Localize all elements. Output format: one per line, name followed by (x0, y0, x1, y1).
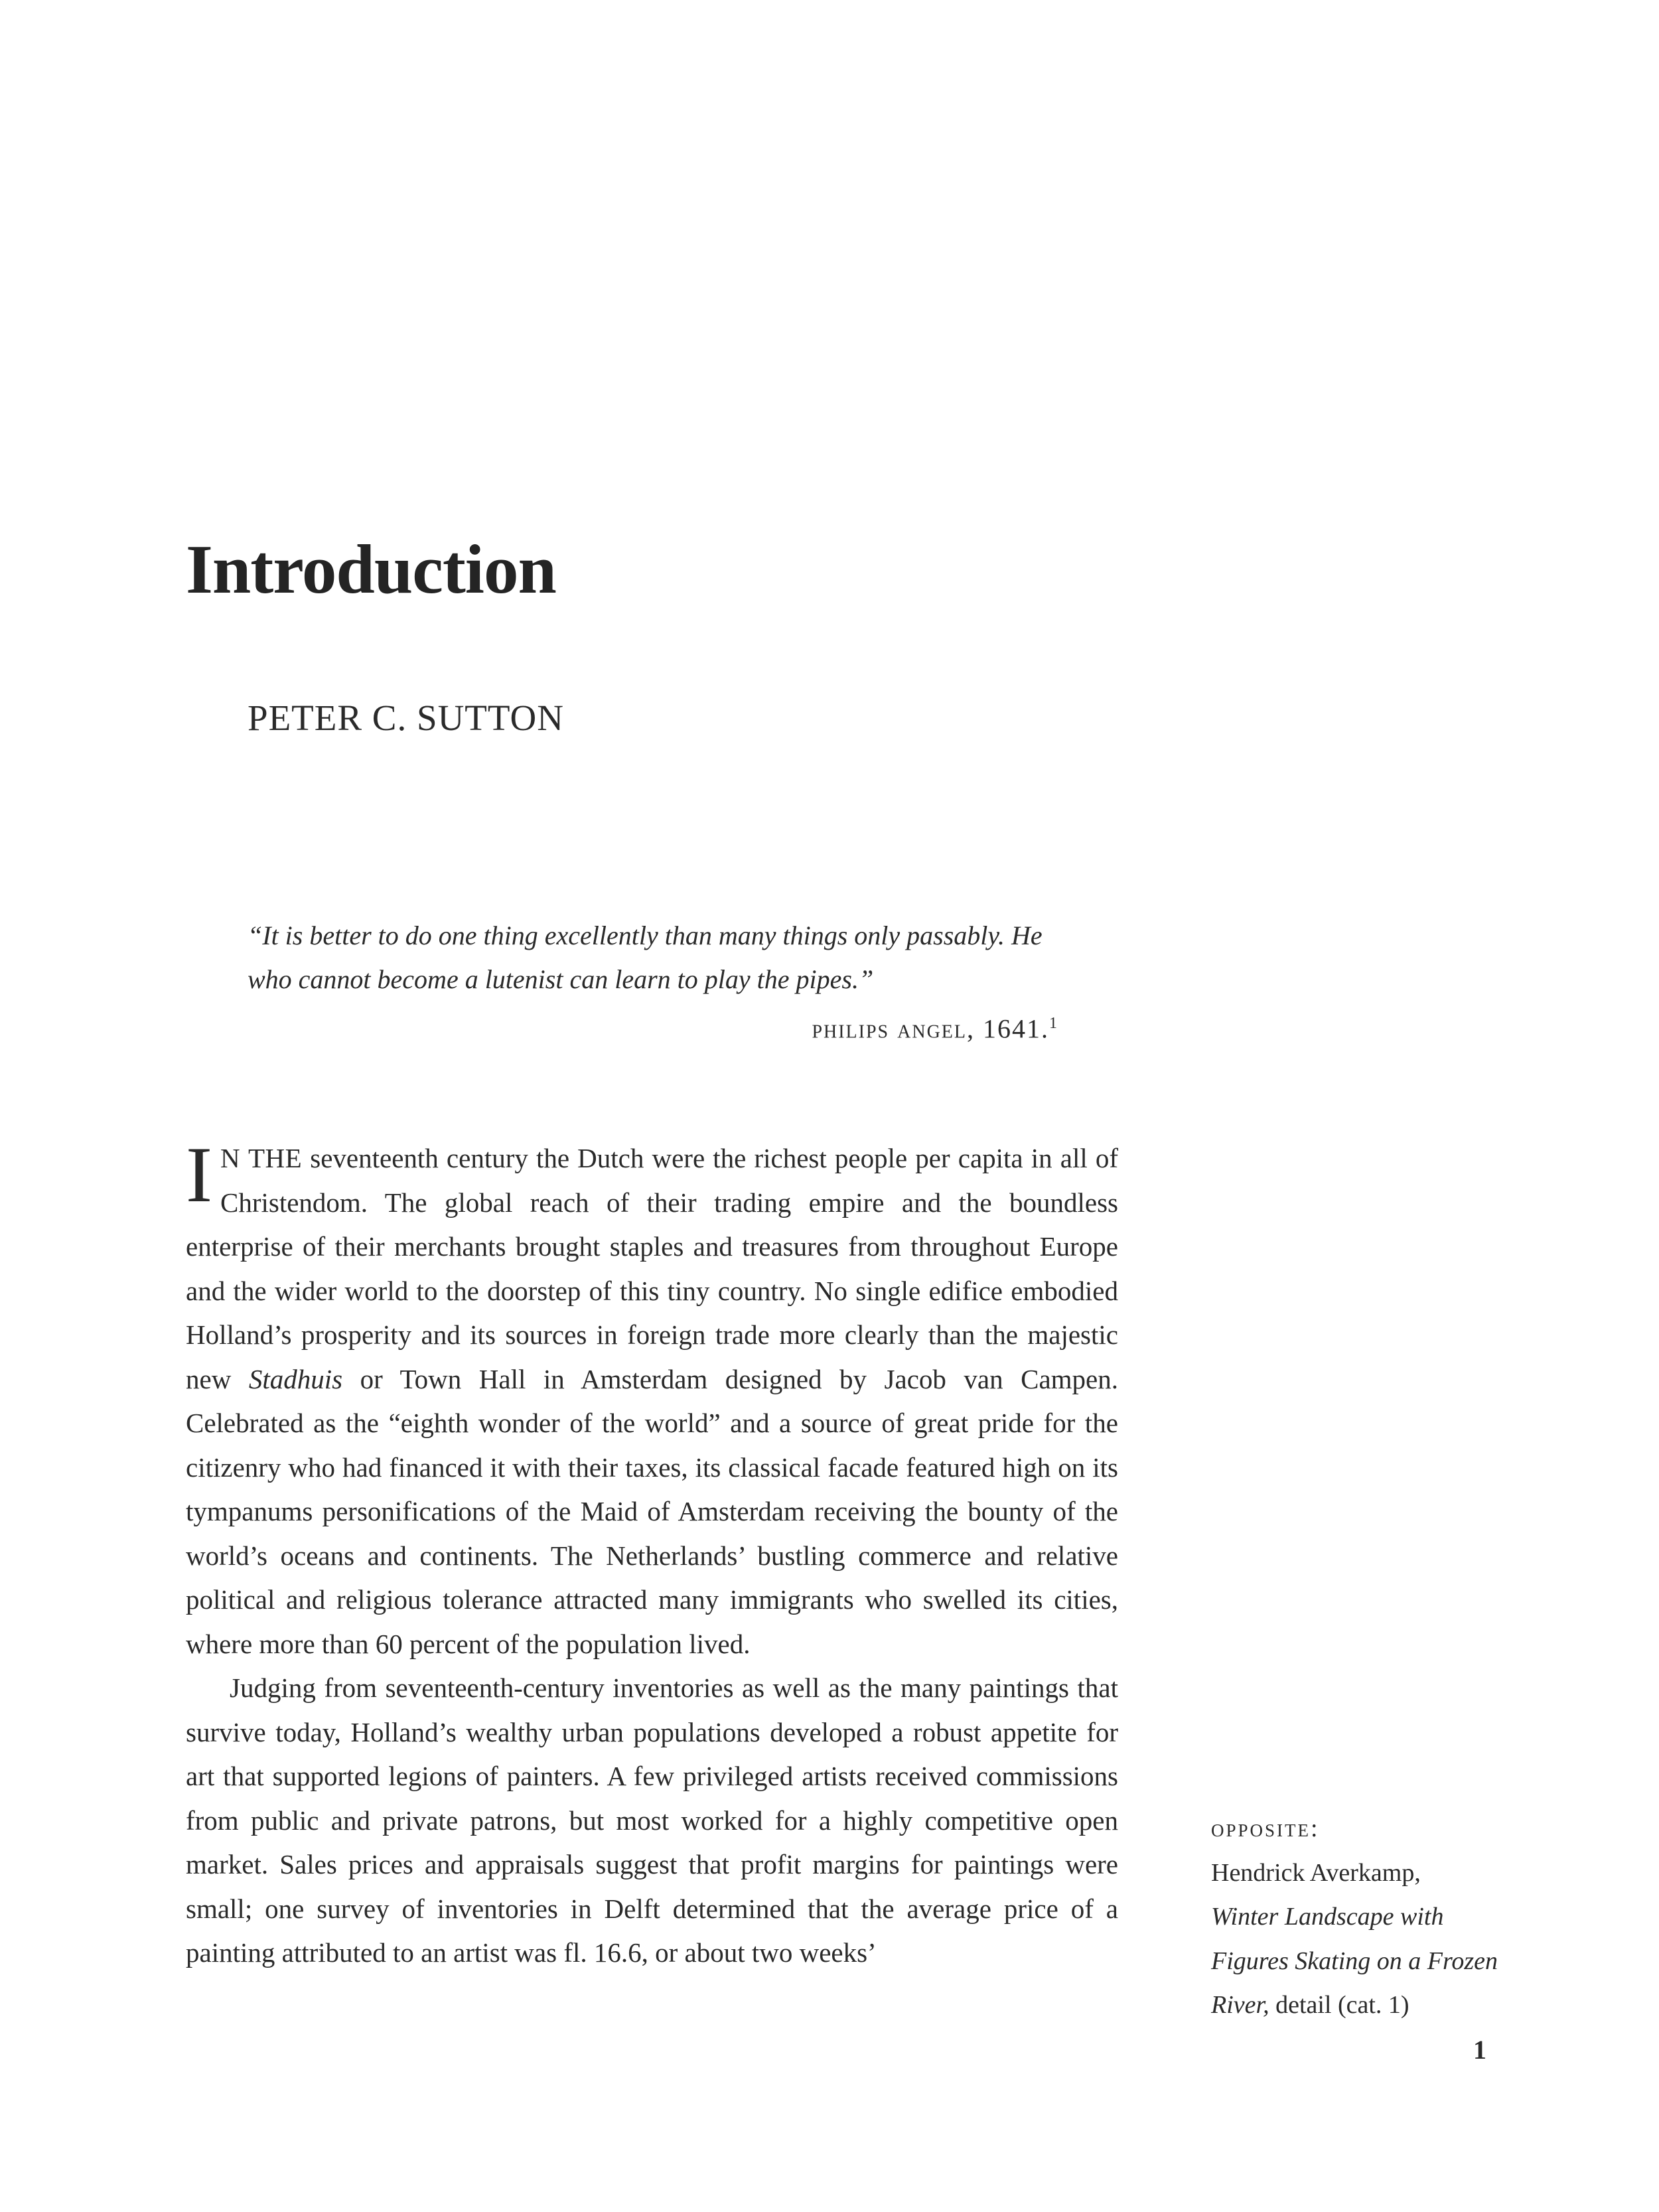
paragraph-1 (186, 1130, 1118, 1666)
caption-detail: detail (cat. 1) (1269, 1991, 1409, 2019)
page-number: 1 (1473, 2035, 1486, 2065)
paragraph-1-text-b: or Town Hall in Amsterdam designed by Jacob van Campen. Celebrated as the “eighth wonder of the world” and a source of great pride for the citizenry who had financed it with their taxes, its classical facade featured high on its tympanums personifications of the Maid of Amsterdam receiving the bounty of the world’s oceans and continents. The Netherlands’ bustling commerce and relative political and religious tolerance attracted many immigrants who swelled its cities, where more than 60 percent of the population lived. (186, 1363, 1118, 1659)
body-text (186, 1130, 1118, 1975)
chapter-author: PETER C. SUTTON (248, 698, 564, 738)
footnote-ref[interactable]: 1 (1049, 1015, 1057, 1032)
paragraph-2: Judging from seventeenth-century inventories as well as the many paintings that survive today, Holland’s wealthy urban populations developed a robust appetite for art that supported legions of painters. A few privileged artists received commissions from public and private patrons, but most worked for a highly competitive open market. Sales prices and appraisals suggest that profit margins for paintings were small; one survey of inventories in Delft determined that the average price of a painting attributed to an artist was fl. 16.6, or about two weeks’ (186, 1672, 1118, 1968)
epigraph-source-name: philips angel, 1641. (812, 1013, 1049, 1044)
chapter-title: Introduction (186, 530, 556, 608)
paragraph-1-text-a: seventeenth century the Dutch were the richest people per capita in all of Christendom. The global reach of their trading empire and the boundless enterprise of their merchants brought staples and treasures from throughout Europe and the wider world to the doorstep of this tiny country. No single edifice embodied Holland’s prosperity and its sources in foreign trade more clearly than the majestic new (186, 1143, 1118, 1394)
epigraph (248, 914, 1057, 1051)
caption-artwork-title: Winter Landscape with Figures Skating on a Frozen River, (1211, 1903, 1498, 2019)
figure-caption (1211, 1806, 1503, 2028)
caption-artist: Hendrick Averkamp, (1211, 1858, 1421, 1887)
paragraph-lead: N THE (220, 1143, 303, 1173)
drop-cap: I (186, 1130, 212, 1218)
epigraph-quote: “It is better to do one thing excellently than many things only passably. He who cannot become a lutenist can learn to play the pipes.” (248, 921, 1043, 994)
epigraph-source (248, 1001, 1057, 1051)
caption-label: opposite: (1211, 1814, 1320, 1842)
paragraph-1-italic-term: Stadhuis (248, 1363, 343, 1394)
caption-text (1211, 1851, 1503, 2028)
